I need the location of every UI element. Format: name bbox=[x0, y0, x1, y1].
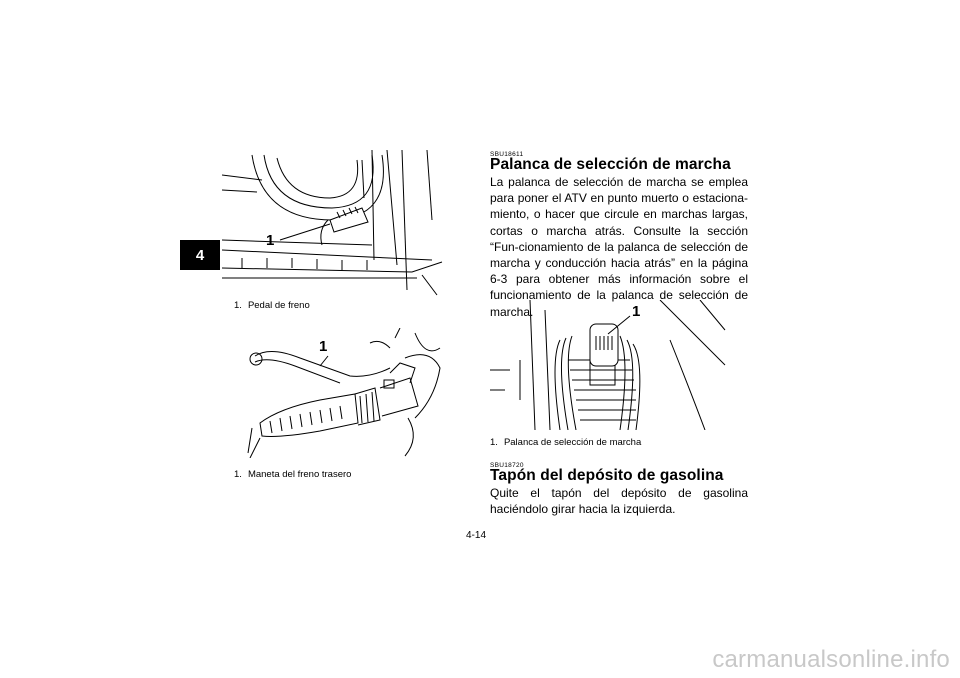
section1-body: La palanca de selección de marcha se emplea para poner el ATV en punto muerto o estaciona-miento, o hacer que circule en marchas largas, cortas o marcha atrás. Consulte la sección “Fun-cionamiento de la palanca de selección de marcha y conducción hacia atrás” en la página 6-3 para obtener más información sobre el funcionamiento de la palanca de selección de marcha. bbox=[490, 175, 748, 319]
figure3-caption-text: Palanca de selección de marcha bbox=[503, 437, 642, 448]
page-number: 4-14 bbox=[466, 530, 487, 541]
section1-code: SBU18611 bbox=[490, 151, 524, 158]
figure3-callout: 1 bbox=[632, 303, 641, 320]
gear-shift-lever-illustration bbox=[490, 300, 730, 430]
section1-heading: Palanca de selección de marcha bbox=[490, 156, 731, 173]
figure1-caption-number: 1. bbox=[234, 300, 242, 311]
figure3-caption-number: 1. bbox=[490, 437, 498, 448]
figure2-caption-number: 1. bbox=[234, 469, 242, 480]
watermark[interactable]: carmanualsonline.info bbox=[712, 646, 950, 673]
figure1-caption bbox=[234, 300, 310, 311]
section2-body: Quite el tapón del depósito de gasolina haciéndolo girar hacia la izquierda. bbox=[490, 486, 748, 517]
figure2-caption bbox=[234, 469, 351, 480]
figure1-caption-text: Pedal de freno bbox=[247, 300, 310, 311]
figure1-callout: 1 bbox=[266, 232, 275, 249]
figure3-caption bbox=[490, 437, 641, 448]
brake-lever-illustration bbox=[240, 328, 450, 458]
section2-heading: Tapón del depósito de gasolina bbox=[490, 467, 724, 484]
chapter-tab: 4 bbox=[180, 240, 220, 270]
figure2-callout: 1 bbox=[319, 338, 328, 355]
figure2-caption-text: Maneta del freno trasero bbox=[247, 469, 352, 480]
brake-pedal-illustration bbox=[222, 150, 462, 298]
section2-code: SBU18720 bbox=[490, 462, 524, 469]
